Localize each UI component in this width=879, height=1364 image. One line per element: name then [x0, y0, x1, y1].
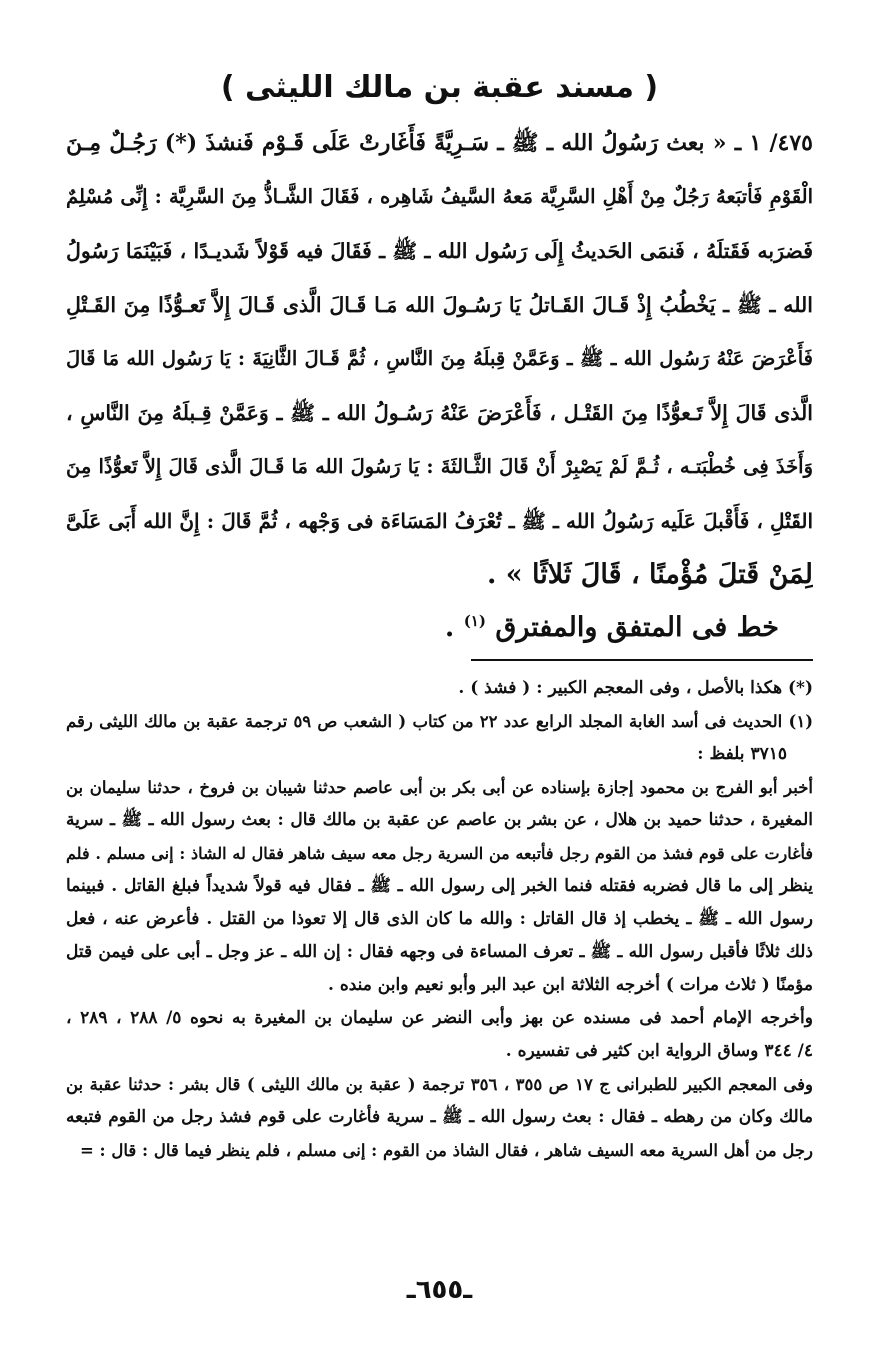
hadith-line: فَضرَبه فَقَتلَهُ ، فَنمَى الحَديثُ إِلَى رَسُول الله ـ ﷺ ـ فَقَالَ فيه قَوْلاً شَديـدًا ، فَبَيْنَمَا رَسُولُ — [66, 239, 813, 263]
footnote-line: مؤمنًا ( ثلاث مرات ) أخرجه الثلاثة ابن عبد البر وأبو نعيم وابن منده . — [327, 975, 813, 995]
footnote-line: ٣٧١٥ بلفظ : — [697, 744, 787, 764]
footnote-line: رجل من أهل السرية معه السيف شاهر ، فقال الشاذ من القوم : إنى مسلم ، فلم ينظر فيما قال : قال : = — [79, 1141, 813, 1160]
hadith-line: الَّذى قَالَ إِلاَّ تَـعوُّذًا مِنَ القَتْـل ، فَأَعْرَضَ عَنْهُ رَسُـولُ الله ـ ﷺ ـ وَعَمَّنْ قِـبلَهُ مِنَ النَّاسِ ، — [66, 401, 813, 425]
page-title: ( مسند عقبة بن مالك الليثى ) — [220, 70, 659, 105]
hadith-source — [66, 594, 779, 655]
footnote-line: أخبر أبو الفرج بن محمود إجازة بإسناده عن أبى بكر بن أبى عاصم حدثنا شيبان بن فروخ ، حدثنا سليمان بن — [66, 778, 813, 797]
footnote-line: رسول الله ـ ﷺ ـ يخطب إذ قال القاتل : والله ما كان الذى قال إلا تعوذا من القتل . فأعرض عنه ، فعل — [66, 909, 813, 929]
hadith-line: الْقَوْمِ فَأتبَعهُ رَجُلٌ مِنْ أَهْلِ السَّرِيَّة مَعهُ السَّيفُ شَاهِره ، فَقَالَ الشَّـاذُّ مِنَ السَّرِيَّة : إِنِّى مُسْلِمٌ — [66, 185, 813, 208]
footnote-line: ينظر إلى ما قال فضربه فقتله فنما الخبر إلى رسول الله ـ ﷺ ـ فقال فيه قولاً شديداً فبلغ القاتل . فبينما — [66, 876, 813, 896]
hadith-line: وَأَخَذَ فِى خُطْبَتـه ، ثُـمَّ لَمْ يَصْبِرْ أَنْ قَالَ الثَّـالثَةَ : يَا رَسُولَ الله مَا قَـالَ الَّذى قَالَ إِلاَّ تَعوُّذًا مِنَ — [66, 455, 813, 478]
footnote-line: وأخرجه الإمام أحمد فى مسنده عن بهز وأبى النضر عن سليمان بن المغيرة به نحوه ٥/ ٢٨٨ ، ٢٨٩ ، — [66, 1008, 813, 1028]
footnote-divider — [471, 659, 813, 661]
hadith-line: ٤٧٥/ ١ ـ « بعث رَسُولُ الله ـ ﷺ ـ سَـرِيَّةً فَأَغَارتْ عَلَى قَـوْم فَنشذَ (*) رَجُـلٌ مِـنَ — [66, 130, 813, 156]
hadith-line: الله ـ ﷺ ـ يَخْطُبُ إِذْ قَـالَ القَـاتلُ يَا رَسُـولَ الله مَـا قَـالَ الَّذى قَـالَ إِلاَّ تَعـوُّذًا مِنَ القَـتْلِ — [66, 293, 813, 317]
hadith-text — [66, 116, 813, 602]
source-end: . — [444, 612, 455, 643]
footnote-line: المغيرة ، حدثنا حميد بن هلال ، عن بشر بن عاصم عن عقبة بن مالك قال : بعث رسول الله ـ ﷺ ـ سرية — [66, 810, 813, 830]
footnote-line: (١) الحديث فى أسد الغابة المجلد الرابع عدد ٢٢ من كتاب ( الشعب ص ٥٩ ترجمة عقبة بن مالك الليثى رقم — [66, 712, 813, 731]
footnote-line: مالك وكان من رهطه ـ فقال : بعث رسول الله ـ ﷺ ـ سرية فأغارت على قوم فشذ رجل من القوم فتبعه — [66, 1107, 813, 1127]
page-number: ـ٦٥٥ـ — [406, 1275, 473, 1305]
hadith-line: لِمَنْ قَتلَ مُؤْمنًا ، قَالَ ثَلاثًا » . — [486, 559, 813, 590]
footnote-line: وفى المعجم الكبير للطبرانى ج ١٧ ص ٣٥٥ ، ٣٥٦ ترجمة ( عقبة بن مالك الليثى ) قال بشر : حدثنا عقبة بن — [66, 1075, 813, 1094]
footnote-line: ذلك ثلاثًا فأقبل رسول الله ـ ﷺ ـ تعرف المساءة فى وجهه فقال : إن الله ـ عز وجل ـ أبى على فيمن قتل — [66, 942, 813, 962]
footnote-line: ٤/ ٣٤٤ وساق الرواية ابن كثير فى تفسيره . — [505, 1041, 813, 1061]
hadith-line: فَأَعْرَضَ عَنْهُ رَسُول الله ـ ﷺ ـ وَعَمَّنْ قِبلَهُ مِنَ النَّاسِ ، ثُمَّ قَـالَ الثَّانِيَةَ : يَا رَسُول الله مَا قَالَ — [66, 347, 813, 370]
footnote-line: (*) هكذا بالأصل ، وفى المعجم الكبير : ( فشذ ) . — [458, 678, 813, 698]
hadith-line: القَتْلِ ، فَأَقْبلَ عَلَيه رَسُولُ الله ـ ﷺ ـ تُعْرَفُ المَسَاءَة فى وَجْهه ، ثُمَّ قَالَ : إِنَّ الله أَبَى عَلَىَّ — [66, 509, 813, 533]
source-text: خط فى المتفق والمفترق — [495, 612, 779, 643]
footnotes — [66, 672, 813, 1167]
footnote-line: فأغارت على قوم فشذ من القوم رجل فأتبعه من السرية رجل معه سيف شاهر فقال له الشاذ : إنى مسلم . فلم — [66, 844, 813, 863]
footnote-marker: (١) — [463, 612, 486, 630]
